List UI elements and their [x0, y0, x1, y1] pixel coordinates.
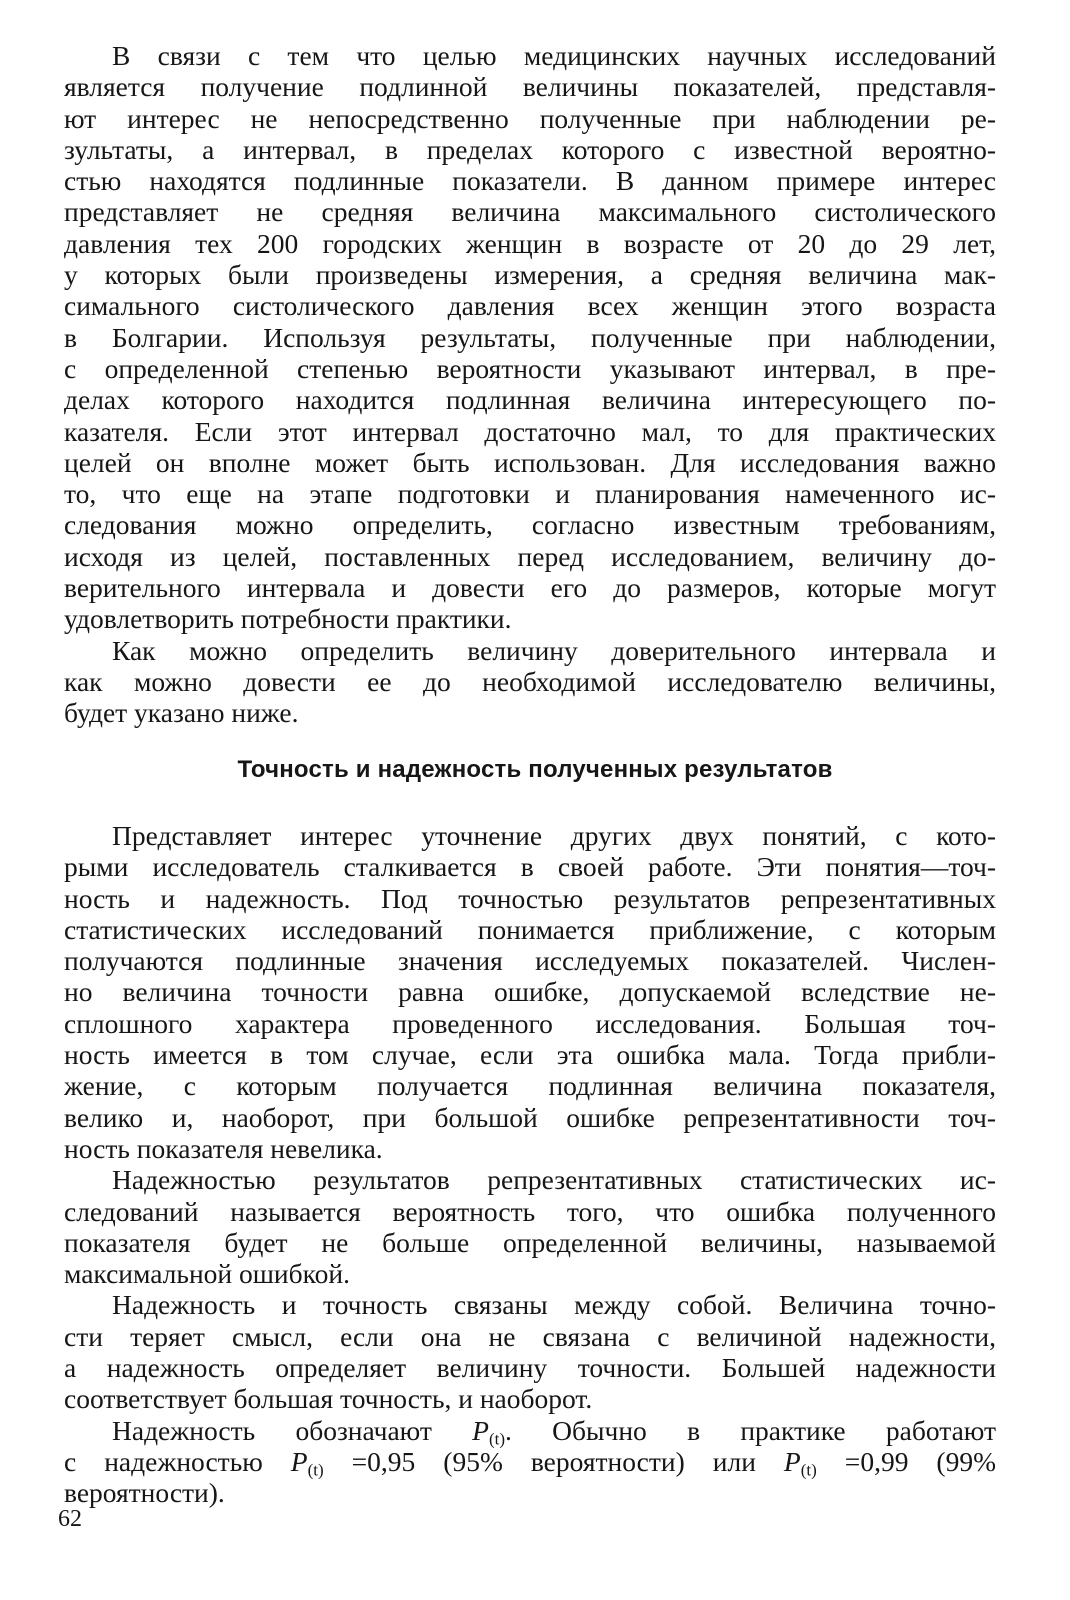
text-line: у которых были произведены измерения, а средняя величина мак- [64, 259, 996, 291]
text-line: Как можно определить величину доверительного интервала и [112, 634, 996, 666]
paragraph-accuracy-reliability [64, 820, 996, 1509]
text-line: сплошного характера проведенного исследования. Большая точ- [64, 1007, 996, 1039]
formula-text: =0,95 (95% вероятности) или [323, 1445, 784, 1477]
text-line: максимальной ошибкой. [64, 1258, 350, 1290]
formula-text: с надежностью [64, 1445, 291, 1477]
symbol-subscript: (t) [800, 1460, 817, 1480]
text-line: Надежность и точность связаны между собой. Величина точно- [112, 1289, 996, 1321]
formula-text: . Обычно в практике работают [505, 1414, 996, 1446]
text-line: получаются подлинные значения исследуемых показателей. Числен- [64, 945, 996, 977]
probability-symbol [290, 1445, 324, 1480]
text-line: исходя из целей, поставленных перед исследованием, величину до- [64, 540, 996, 572]
text-line-formula [64, 1415, 996, 1446]
text-line: то, что еще на этапе подготовки и планирования намеченного ис- [64, 478, 996, 510]
text-line: следований называется вероятность того, что ошибка полученного [64, 1195, 996, 1227]
text-line: жение, с которым получается подлинная величина показателя, [64, 1070, 996, 1102]
text-line: вероятности). [64, 1477, 225, 1509]
text-line: показателя будет не больше определенной величины, называемой [64, 1226, 996, 1258]
text-line: зультаты, а интервал, в пределах которого с известной вероятно- [64, 133, 996, 165]
symbol-subscript: (t) [488, 1428, 506, 1448]
text-line: но величина точности равна ошибке, допускаемой вследствие не- [64, 976, 996, 1008]
text-line: велико и, наоборот, при большой ошибке репрезентативности точ- [64, 1101, 996, 1133]
text-line: следования можно определить, согласно известным требованиям, [64, 509, 996, 541]
text-line: ют интерес не непосредственно полученные при наблюдении ре- [64, 102, 996, 134]
section-heading: Точность и надежность полученных результатов [237, 756, 833, 783]
text-line: целей он вполне может быть использован. Для исследования важно [64, 446, 996, 478]
text-line: будет указано ниже. [64, 697, 299, 729]
probability-symbol [783, 1445, 817, 1480]
symbol-subscript: (t) [307, 1460, 324, 1480]
text-line: Представляет интерес уточнение других двух понятий, с кото- [112, 820, 996, 851]
text-line-formula [64, 1445, 996, 1480]
text-line: делах которого находится подлинная величина интересующего по- [64, 384, 996, 416]
text-line: Надежностью результатов репрезентативных статистических ис- [112, 1164, 996, 1196]
text-line: удовлетворить потребности практики. [64, 603, 512, 635]
text-line: верительного интервала и довести его до размеров, которые могут [64, 572, 996, 604]
text-line: ность показателя невелика. [64, 1132, 383, 1164]
text-line: сти теряет смысл, если она не связана с величиной надежности, [64, 1320, 996, 1352]
formula-text: Надежность обозначают [112, 1414, 473, 1446]
symbol-p: P [290, 1445, 308, 1477]
text-line: в Болгарии. Используя результаты, полученные при наблюдении, [64, 321, 996, 353]
text-line: соответствует большая точность, и наоборот. [64, 1383, 593, 1415]
symbol-p: P [472, 1414, 489, 1446]
text-line: а надежность определяет величину точности. Большей надежности [64, 1352, 996, 1384]
symbol-p: P [783, 1445, 801, 1477]
text-line: стью находятся подлинные показатели. В данном примере интерес [64, 165, 996, 197]
text-line: ность имеется в том случае, если эта ошибка мала. Тогда прибли- [64, 1039, 996, 1071]
text-line: как можно довести ее до необходимой исследователю величины, [64, 665, 996, 697]
text-line: статистических исследований понимается приближение, с которым [64, 913, 996, 945]
page-number: 62 [58, 1506, 82, 1532]
text-line: симального систолического давления всех женщин этого возраста [64, 290, 996, 322]
text-line: казателя. Если этот интервал достаточно мал, то для практических [64, 415, 996, 447]
text-line: представляет не средняя величина максимального систолического [64, 196, 996, 228]
text-line: В связи с тем что целью медицинских научных исследований [112, 40, 996, 71]
text-line: является получение подлинной величины показателей, представля- [64, 71, 996, 103]
formula-text: =0,99 (99% [816, 1445, 996, 1477]
text-line: ность и надежность. Под точностью результатов репрезентативных [64, 882, 996, 914]
paragraph-confidence-interval-intro [64, 40, 996, 729]
text-line: с определенной степенью вероятности указывают интервал, в пре- [64, 352, 996, 384]
text-line: давления тех 200 городских женщин в возрасте от 20 до 29 лет, [64, 227, 996, 259]
probability-symbol [472, 1415, 505, 1446]
text-line: рыми исследователь сталкивается в своей работе. Эти понятия—точ- [64, 851, 996, 883]
